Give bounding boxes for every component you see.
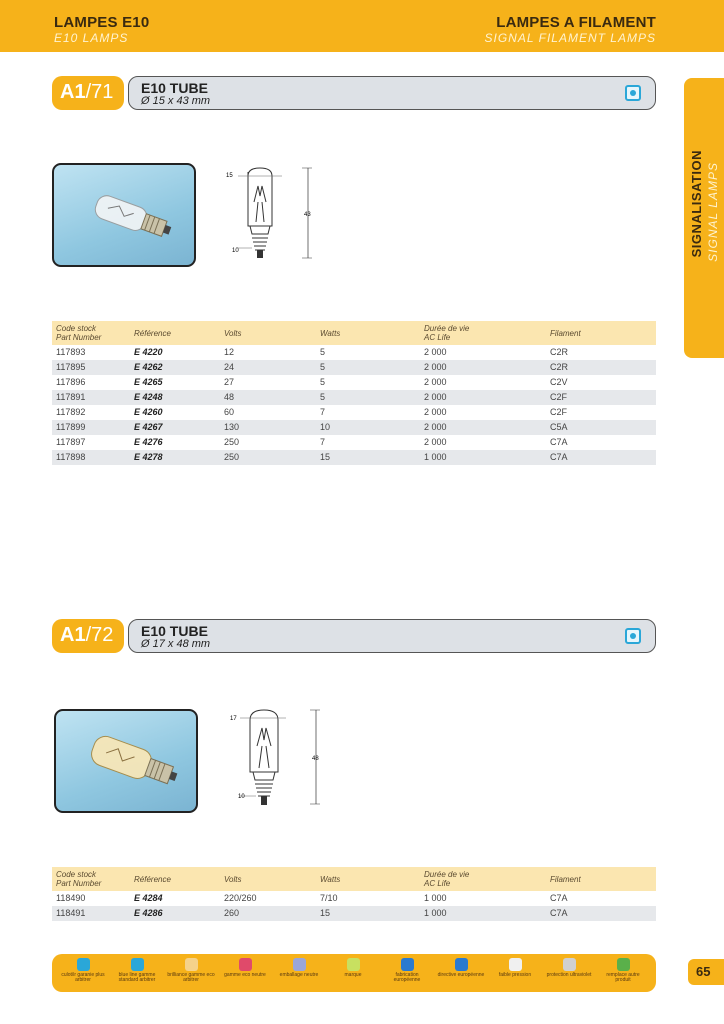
tube-lamp-icon [56, 711, 198, 813]
legend-item [436, 958, 486, 978]
table-row [52, 891, 656, 906]
section-badge: A1/72 [52, 619, 124, 653]
legend-label: culot/ir garanie plus arbitrer [61, 972, 105, 983]
life-cell: 2 000 [420, 405, 546, 420]
filament-cell: C2V [546, 375, 656, 390]
legend-label: marque [344, 972, 362, 978]
part-number-cell: 117895 [52, 360, 130, 375]
watts-cell: 5 [316, 360, 420, 375]
drawing-width-label: 17 [230, 716, 237, 722]
table-row [52, 375, 656, 390]
legend-item [598, 958, 648, 983]
life-cell: 1 000 [420, 891, 546, 906]
lamp-photo [52, 163, 196, 267]
table-row [52, 906, 656, 921]
reference-cell: E 4260 [130, 405, 220, 420]
section-badge: A1/71 [52, 76, 124, 110]
filament-cell: C7A [546, 891, 656, 906]
legend-label: faible pression [498, 972, 532, 978]
drawing-base-label: 10 [238, 794, 245, 800]
feature-legend-bar [52, 954, 656, 992]
table-row [52, 435, 656, 450]
replacement-icon [617, 958, 630, 971]
watts-cell: 15 [316, 450, 420, 465]
legend-label: emballage neutre [279, 972, 319, 978]
brilliance-icon [185, 958, 198, 971]
packaging-icon [293, 958, 306, 971]
watts-cell: 7 [316, 405, 420, 420]
filament-cell: C2F [546, 390, 656, 405]
volts-cell: 220/260 [220, 891, 316, 906]
reference-cell: E 4248 [130, 390, 220, 405]
filament-cell: C2F [546, 405, 656, 420]
low-pressure-icon [509, 958, 522, 971]
side-tab [684, 78, 724, 358]
section-dimensions: Ø 15 x 43 mm [141, 95, 211, 107]
manufacturing-icon [401, 958, 414, 971]
header-left-subtitle: E10 LAMPS [54, 31, 129, 45]
watts-cell: 7/10 [316, 891, 420, 906]
part-number-cell: 118490 [52, 891, 130, 906]
table-row [52, 360, 656, 375]
filament-cell: C7A [546, 435, 656, 450]
section-title-bar [128, 619, 656, 653]
filament-cell: C2R [546, 345, 656, 360]
legend-label: gamme eco neutre [224, 972, 266, 978]
life-cell: 2 000 [420, 390, 546, 405]
table-row [52, 345, 656, 360]
reference-cell: E 4286 [130, 906, 220, 921]
volts-cell: 12 [220, 345, 316, 360]
legend-label: blue line gamme standard arbitrer [118, 972, 156, 983]
legend-item [274, 958, 324, 978]
table-row [52, 390, 656, 405]
brand-icon [347, 958, 360, 971]
table-body [52, 345, 656, 465]
legend-label: remplace autre produit [606, 972, 640, 983]
legend-label: fabrication européenne [393, 972, 421, 983]
drawing-base-label: 10 [232, 248, 239, 254]
blue-line-icon [131, 958, 144, 971]
volts-cell: 27 [220, 375, 316, 390]
reference-cell: E 4220 [130, 345, 220, 360]
watts-cell: 5 [316, 345, 420, 360]
product-info-icon[interactable] [625, 628, 641, 644]
volts-cell: 24 [220, 360, 316, 375]
header-right-title: LAMPES A FILAMENT [496, 14, 656, 31]
header-left-title: LAMPES E10 [54, 14, 150, 31]
part-number-cell: 117896 [52, 375, 130, 390]
product-table-a1-72 [52, 867, 656, 921]
drawing-height-label: 48 [312, 756, 319, 762]
volts-cell: 60 [220, 405, 316, 420]
volts-cell: 250 [220, 450, 316, 465]
watts-cell: 15 [316, 906, 420, 921]
drawing-height-label: 43 [304, 212, 311, 218]
legend-item [490, 958, 540, 978]
volts-cell: 48 [220, 390, 316, 405]
uv-protection-icon [563, 958, 576, 971]
table-row [52, 450, 656, 465]
filament-cell: C2R [546, 360, 656, 375]
life-cell: 1 000 [420, 450, 546, 465]
tube-lamp-icon [54, 165, 196, 267]
volts-cell: 250 [220, 435, 316, 450]
directive-icon [455, 958, 468, 971]
part-number-cell: 117891 [52, 390, 130, 405]
filament-cell: C7A [546, 906, 656, 921]
legend-item [58, 958, 108, 983]
table-header-row: Code stock Part Number Référence Volts Watts Durée de vie AC Life Filament [52, 867, 656, 891]
socket-icon [77, 958, 90, 971]
reference-cell: E 4276 [130, 435, 220, 450]
life-cell: 2 000 [420, 435, 546, 450]
life-cell: 2 000 [420, 360, 546, 375]
legend-item [328, 958, 378, 978]
watts-cell: 5 [316, 375, 420, 390]
reference-cell: E 4278 [130, 450, 220, 465]
part-number-cell: 117899 [52, 420, 130, 435]
table-header-row: Code stock Part Number Référence Volts Watts Durée de vie AC Life Filament [52, 321, 656, 345]
section-title: E10 TUBE [141, 623, 208, 639]
legend-label: directive européenne [437, 972, 485, 978]
part-number-cell: 117897 [52, 435, 130, 450]
drawing-width-label: 15 [226, 173, 233, 179]
section-title-bar [128, 76, 656, 110]
section-dimensions: Ø 17 x 48 mm [141, 638, 211, 650]
life-cell: 2 000 [420, 345, 546, 360]
legend-item [544, 958, 594, 978]
table-row [52, 405, 656, 420]
page-number: 65 [688, 959, 724, 985]
reference-cell: E 4284 [130, 891, 220, 906]
legend-item [220, 958, 270, 978]
eco-range-icon [239, 958, 252, 971]
lamp-technical-drawing [222, 162, 322, 273]
header-right [485, 14, 657, 45]
legend-item [166, 958, 216, 983]
part-number-cell: 117893 [52, 345, 130, 360]
legend-label: brilliance gamme eco arbitrer [167, 972, 215, 983]
volts-cell: 130 [220, 420, 316, 435]
part-number-cell: 117892 [52, 405, 130, 420]
filament-cell: C7A [546, 450, 656, 465]
watts-cell: 10 [316, 420, 420, 435]
filament-cell: C5A [546, 420, 656, 435]
lamp-technical-drawing [226, 704, 326, 821]
life-cell: 1 000 [420, 906, 546, 921]
table-body [52, 891, 656, 921]
watts-cell: 5 [316, 390, 420, 405]
legend-item [112, 958, 162, 983]
volts-cell: 260 [220, 906, 316, 921]
header-right-subtitle: SIGNAL FILAMENT LAMPS [484, 31, 656, 45]
side-tab-title: SIGNALISATION [689, 150, 704, 258]
header-left [54, 14, 149, 45]
part-number-cell: 118491 [52, 906, 130, 921]
side-tab-subtitle: SIGNAL LAMPS [706, 162, 720, 262]
table-row [52, 420, 656, 435]
legend-label: protection ultraviolet [546, 972, 592, 978]
reference-cell: E 4267 [130, 420, 220, 435]
lamp-photo [54, 709, 198, 813]
life-cell: 2 000 [420, 420, 546, 435]
reference-cell: E 4262 [130, 360, 220, 375]
product-table-a1-71 [52, 321, 656, 465]
legend-item [382, 958, 432, 983]
watts-cell: 7 [316, 435, 420, 450]
part-number-cell: 117898 [52, 450, 130, 465]
reference-cell: E 4265 [130, 375, 220, 390]
life-cell: 2 000 [420, 375, 546, 390]
product-info-icon[interactable] [625, 85, 641, 101]
section-title: E10 TUBE [141, 80, 208, 96]
